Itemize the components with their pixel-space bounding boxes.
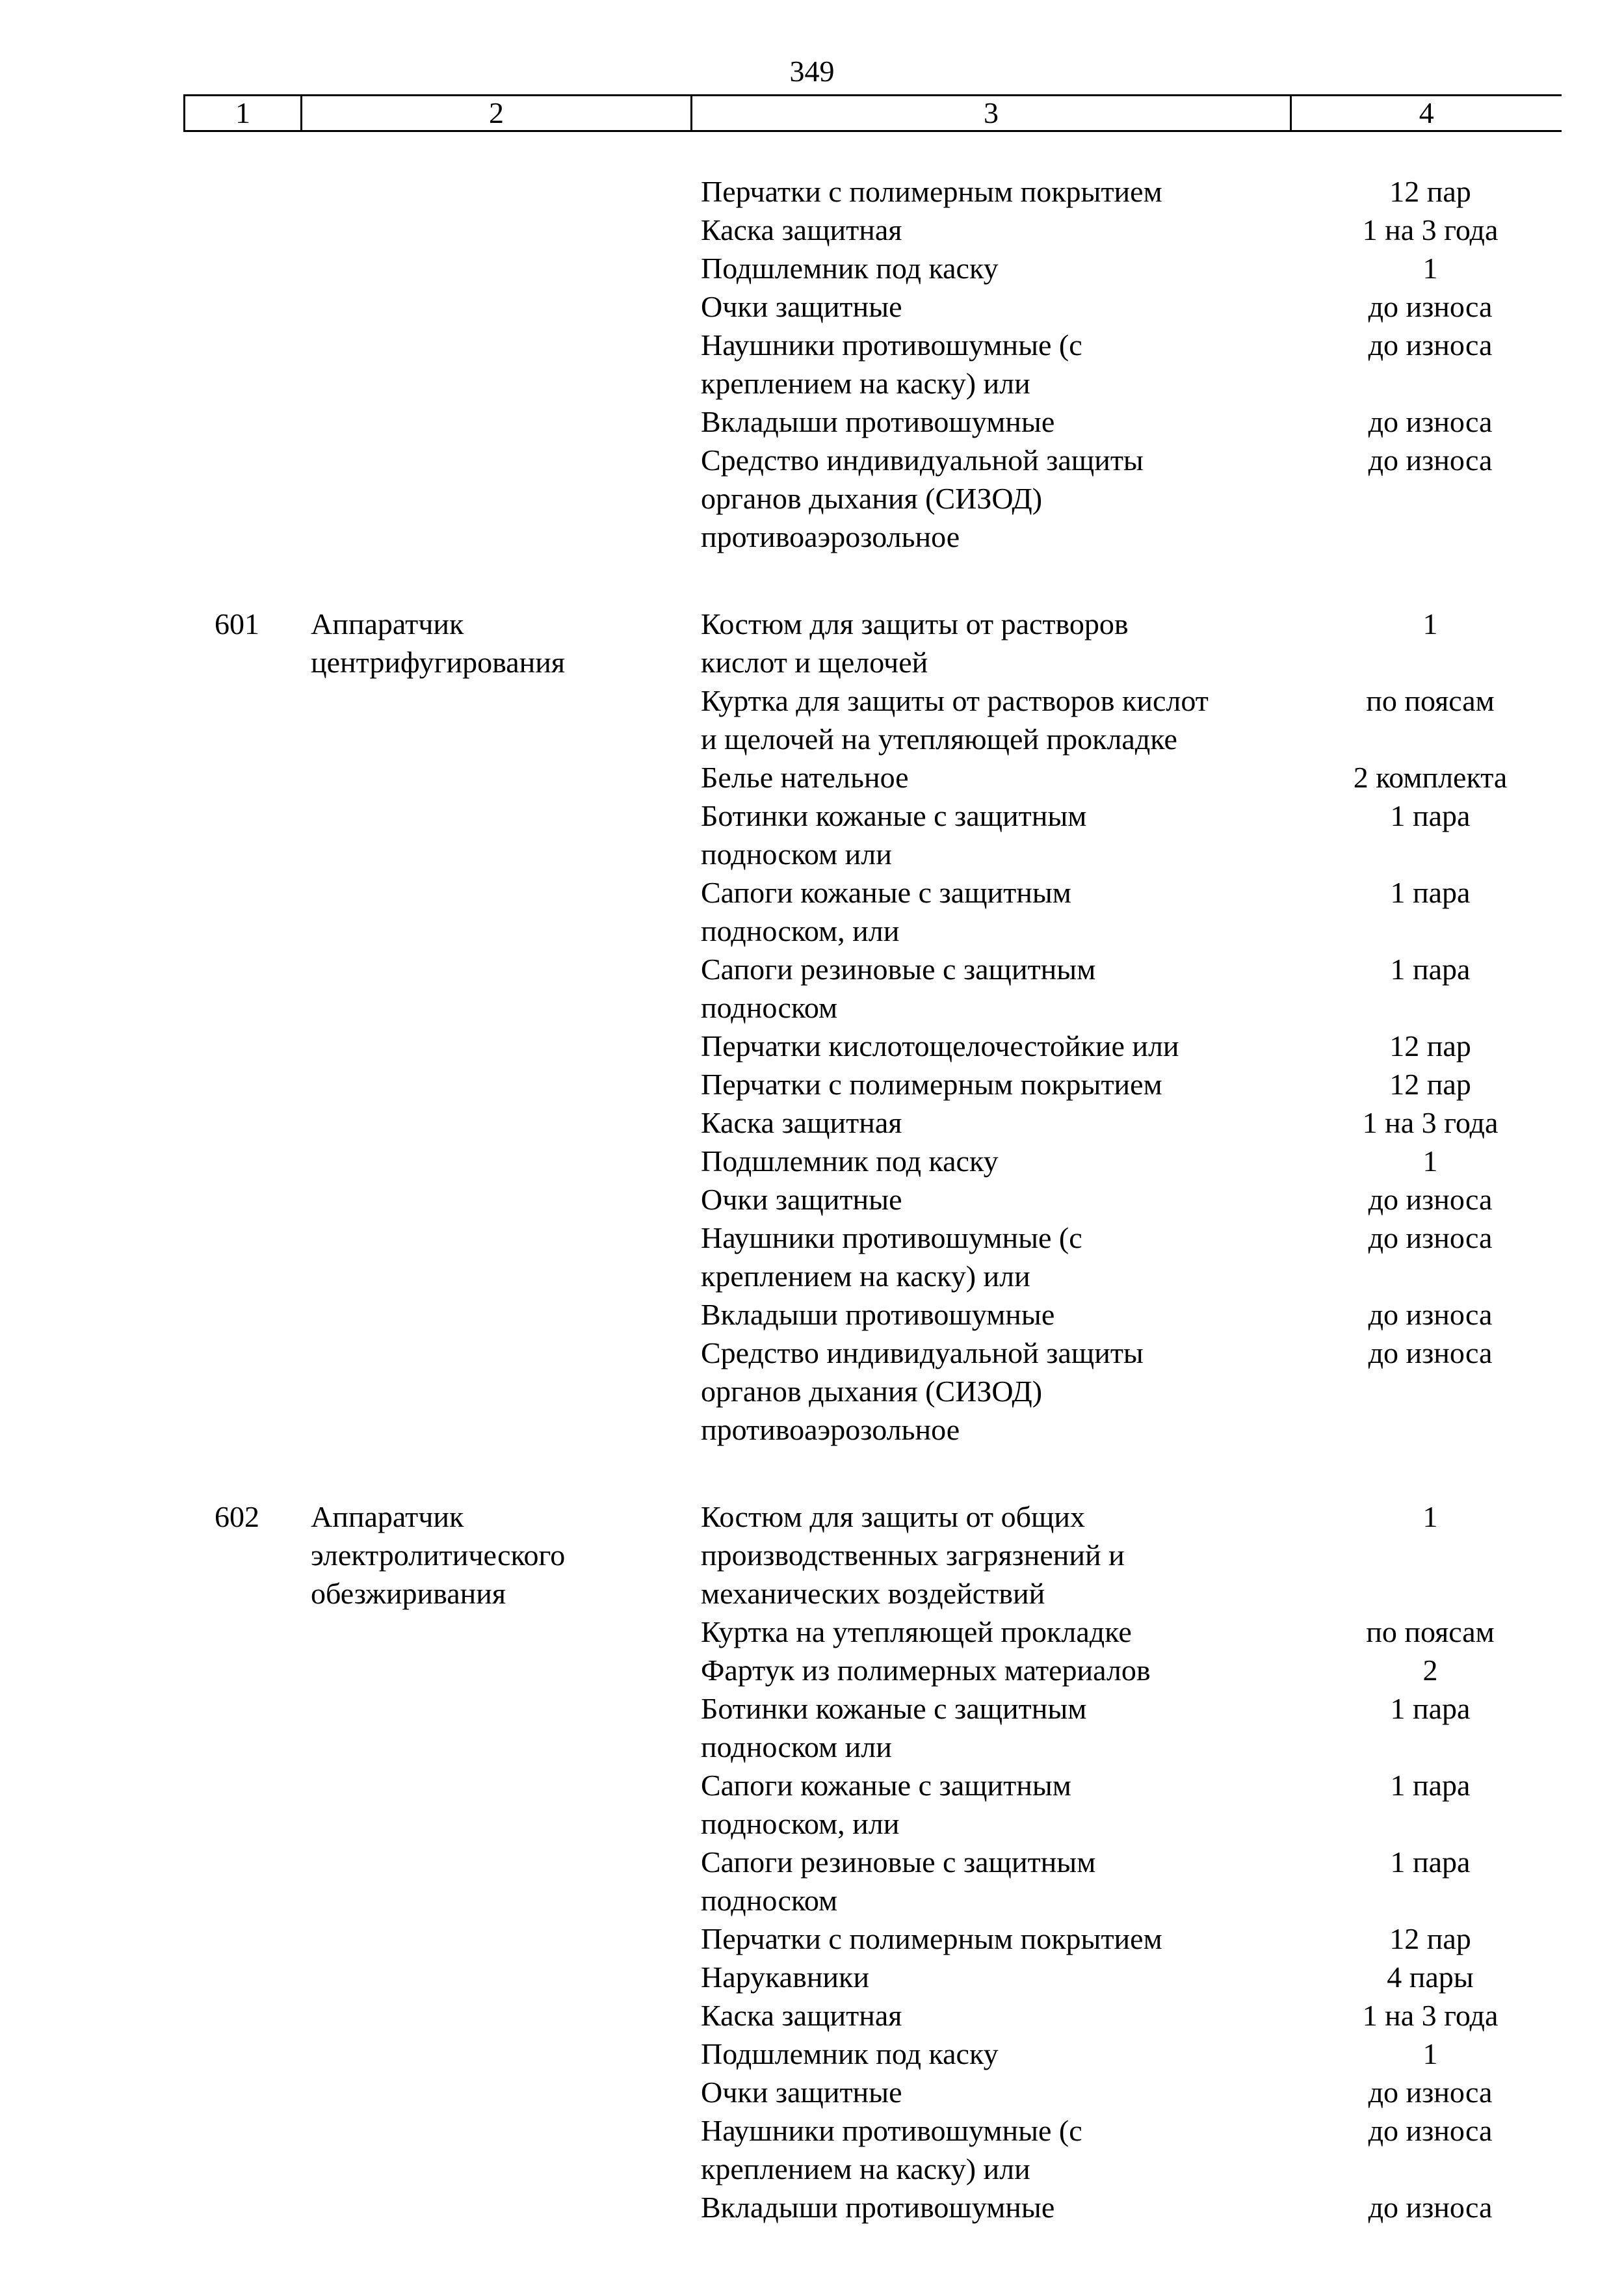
page-number: 349 [789, 55, 835, 88]
ppe-item-name-line: Куртка на утепляющей прокладке [701, 1615, 1132, 1648]
ppe-item-quantity: до износа [1368, 405, 1493, 438]
ppe-item-name-line: подноском, или [701, 914, 900, 947]
ppe-item-name-line: Сапоги резиновые с защитным [701, 1845, 1096, 1879]
row-number: 602 [215, 1500, 259, 1533]
ppe-item-name-line: Очки защитные [701, 290, 902, 323]
ppe-item-quantity: 1 [1422, 252, 1438, 285]
column-header-3: 3 [692, 96, 1291, 131]
ppe-item-name [701, 1920, 1286, 1958]
ppe-item-name-line: Перчатки с полимерным покрытием [701, 1068, 1162, 1101]
ppe-item-name-line: подноском [701, 991, 838, 1024]
ppe-item-quantity: до износа [1368, 1298, 1493, 1331]
ppe-item-quantity: 1 на 3 года [1362, 213, 1499, 246]
ppe-item-name [701, 1027, 1286, 1065]
ppe-item-name [701, 797, 1286, 873]
profession-line: электролитического [311, 1538, 566, 1572]
ppe-item-quantity: 1 пара [1390, 876, 1471, 909]
ppe-item-name-line: Наушники противошумные (с [701, 2114, 1082, 2147]
ppe-item-quantity: до износа [1368, 290, 1493, 323]
ppe-item-name [701, 1996, 1286, 2035]
ppe-item-name [701, 2035, 1286, 2073]
ppe-item-quantity: 12 пар [1389, 1068, 1471, 1101]
ppe-item-quantity: 4 пары [1387, 1960, 1474, 1994]
ppe-item-name-line: креплением на каску) или [701, 1260, 1030, 1293]
ppe-item-name [701, 681, 1286, 758]
ppe-item-name-line: подноском [701, 1884, 838, 1917]
ppe-item-quantity: 1 [1422, 1500, 1438, 1533]
ppe-item-name-line: Нарукавники [701, 1960, 870, 1994]
ppe-item-name [701, 2073, 1286, 2111]
ppe-item-quantity: по поясам [1366, 1615, 1495, 1648]
ppe-item-name [701, 287, 1286, 326]
ppe-item-name [701, 1065, 1286, 1103]
profession-line: Аппаратчик [311, 1500, 464, 1533]
ppe-item-name-line: Костюм для защиты от растворов [701, 607, 1129, 640]
ppe-item-name-line: Куртка для защиты от растворов кислот [701, 684, 1209, 717]
ppe-item-quantity: 12 пар [1389, 1922, 1471, 1955]
ppe-item-name [701, 1142, 1286, 1180]
ppe-item-name [701, 1103, 1286, 1142]
ppe-item-name-line: Сапоги резиновые с защитным [701, 953, 1096, 986]
ppe-item-name-line: Каска защитная [701, 213, 902, 246]
ppe-item-name [701, 211, 1286, 249]
ppe-item-name-line: производственных загрязнений и [701, 1538, 1125, 1572]
ppe-item-name-line: подноском или [701, 1730, 892, 1763]
ppe-item-name-line: механических воздействий [701, 1577, 1045, 1610]
ppe-item-name-line: Вкладыши противошумные [701, 405, 1055, 438]
ppe-item-name [701, 1180, 1286, 1219]
ppe-item-quantity: 1 пара [1390, 953, 1471, 986]
ppe-item-quantity: 12 пар [1389, 175, 1471, 208]
ppe-item-name [701, 326, 1286, 402]
ppe-item-name-line: Вкладыши противошумные [701, 1298, 1055, 1331]
ppe-item-name [701, 441, 1286, 556]
ppe-item-name-line: подноском, или [701, 1807, 900, 1840]
ppe-item-name [701, 249, 1286, 287]
ppe-item-quantity: 1 на 3 года [1362, 1106, 1499, 1139]
ppe-item-quantity: 2 [1422, 1654, 1438, 1687]
ppe-item-quantity: 1 [1422, 2037, 1438, 2070]
ppe-item-name [701, 1766, 1286, 1843]
column-header-row [185, 96, 1562, 131]
ppe-item-quantity: 1 пара [1390, 799, 1471, 832]
ppe-item-name-line: Костюм для защиты от общих [701, 1500, 1086, 1533]
ppe-item-quantity: 1 [1422, 1144, 1438, 1178]
ppe-item-quantity: до износа [1368, 2191, 1493, 2224]
ppe-item-name-line: Белье нательное [701, 761, 909, 794]
ppe-item-name [701, 1334, 1286, 1449]
ppe-item-quantity: до износа [1368, 1336, 1493, 1369]
profession-line: обезжиривания [311, 1577, 506, 1610]
ppe-item-name-line: Перчатки кислотощелочестойкие или [701, 1029, 1179, 1062]
ppe-item-name [701, 758, 1286, 797]
ppe-item-quantity: по поясам [1366, 684, 1495, 717]
ppe-item-name-line: противоаэрозольное [701, 1413, 960, 1446]
ppe-item-name [701, 1843, 1286, 1920]
ppe-item-name-line: кислот и щелочей [701, 646, 928, 679]
ppe-item-name-line: Наушники противошумные (с [701, 328, 1082, 362]
ppe-item-name-line: Средство индивидуальной защиты [701, 1336, 1144, 1369]
ppe-item-name-line: Перчатки с полимерным покрытием [701, 175, 1162, 208]
column-header-2: 2 [302, 96, 692, 131]
ppe-item-quantity: до износа [1368, 443, 1493, 477]
ppe-item-name-line: Каска защитная [701, 1106, 902, 1139]
ppe-item-name-line: и щелочей на утепляющей прокладке [701, 722, 1177, 756]
ppe-item-quantity: до износа [1368, 2114, 1493, 2147]
profession-name [311, 1498, 675, 1613]
ppe-item-name [701, 402, 1286, 441]
ppe-item-name [701, 2188, 1286, 2226]
ppe-item-name-line: креплением на каску) или [701, 367, 1030, 400]
ppe-item-quantity: 1 [1422, 607, 1438, 640]
ppe-item-quantity: 1 пара [1390, 1769, 1471, 1802]
ppe-item-name [701, 1498, 1286, 1613]
ppe-item-name-line: органов дыхания (СИЗОД) [701, 482, 1043, 515]
profession-line: Аппаратчик [311, 607, 464, 640]
ppe-item-name-line: Ботинки кожаные с защитным [701, 799, 1087, 832]
ppe-item-name [701, 1651, 1286, 1689]
ppe-item-name-line: Ботинки кожаные с защитным [701, 1692, 1087, 1725]
ppe-item-name-line: Фартук из полимерных материалов [701, 1654, 1151, 1687]
profession-name [311, 605, 675, 681]
ppe-item-name [701, 1295, 1286, 1334]
ppe-item-name [701, 1958, 1286, 1996]
column-header-1: 1 [185, 96, 302, 131]
ppe-item-name-line: Каска защитная [701, 1999, 902, 2032]
ppe-item-name-line: Сапоги кожаные с защитным [701, 1769, 1071, 1802]
ppe-item-quantity: до износа [1368, 1221, 1493, 1254]
ppe-item-name [701, 2111, 1286, 2188]
ppe-item-name-line: Перчатки с полимерным покрытием [701, 1922, 1162, 1955]
ppe-item-name-line: Подшлемник под каску [701, 1144, 999, 1178]
column-header-table [183, 94, 1562, 132]
ppe-item-quantity: 2 комплекта [1353, 761, 1508, 794]
ppe-item-name-line: Средство индивидуальной защиты [701, 443, 1144, 477]
ppe-item-quantity: 1 пара [1390, 1845, 1471, 1879]
ppe-item-quantity: до износа [1368, 1183, 1493, 1216]
ppe-item-name [701, 1613, 1286, 1651]
ppe-item-quantity: 1 пара [1390, 1692, 1471, 1725]
ppe-item-quantity: 1 на 3 года [1362, 1999, 1499, 2032]
ppe-item-name-line: противоаэрозольное [701, 520, 960, 553]
row-number: 601 [215, 607, 259, 640]
ppe-item-name [701, 172, 1286, 211]
ppe-item-name-line: креплением на каску) или [701, 2152, 1030, 2185]
ppe-item-quantity: до износа [1368, 328, 1493, 362]
ppe-item-name-line: Сапоги кожаные с защитным [701, 876, 1071, 909]
ppe-item-name-line: Наушники противошумные (с [701, 1221, 1082, 1254]
column-header-4: 4 [1291, 96, 1562, 131]
ppe-item-quantity: 12 пар [1389, 1029, 1471, 1062]
ppe-item-quantity: до износа [1368, 2076, 1493, 2109]
ppe-item-name [701, 950, 1286, 1027]
ppe-item-name-line: Очки защитные [701, 1183, 902, 1216]
ppe-item-name-line: Очки защитные [701, 2076, 902, 2109]
ppe-item-name [701, 1689, 1286, 1766]
ppe-item-name-line: Подшлемник под каску [701, 252, 999, 285]
ppe-item-name [701, 1219, 1286, 1295]
ppe-item-name-line: Подшлемник под каску [701, 2037, 999, 2070]
ppe-item-name-line: органов дыхания (СИЗОД) [701, 1375, 1043, 1408]
ppe-item-name-line: подноском или [701, 838, 892, 871]
ppe-item-name [701, 873, 1286, 950]
profession-line: центрифугирования [311, 646, 565, 679]
ppe-item-name-line: Вкладыши противошумные [701, 2191, 1055, 2224]
ppe-item-name [701, 605, 1286, 681]
